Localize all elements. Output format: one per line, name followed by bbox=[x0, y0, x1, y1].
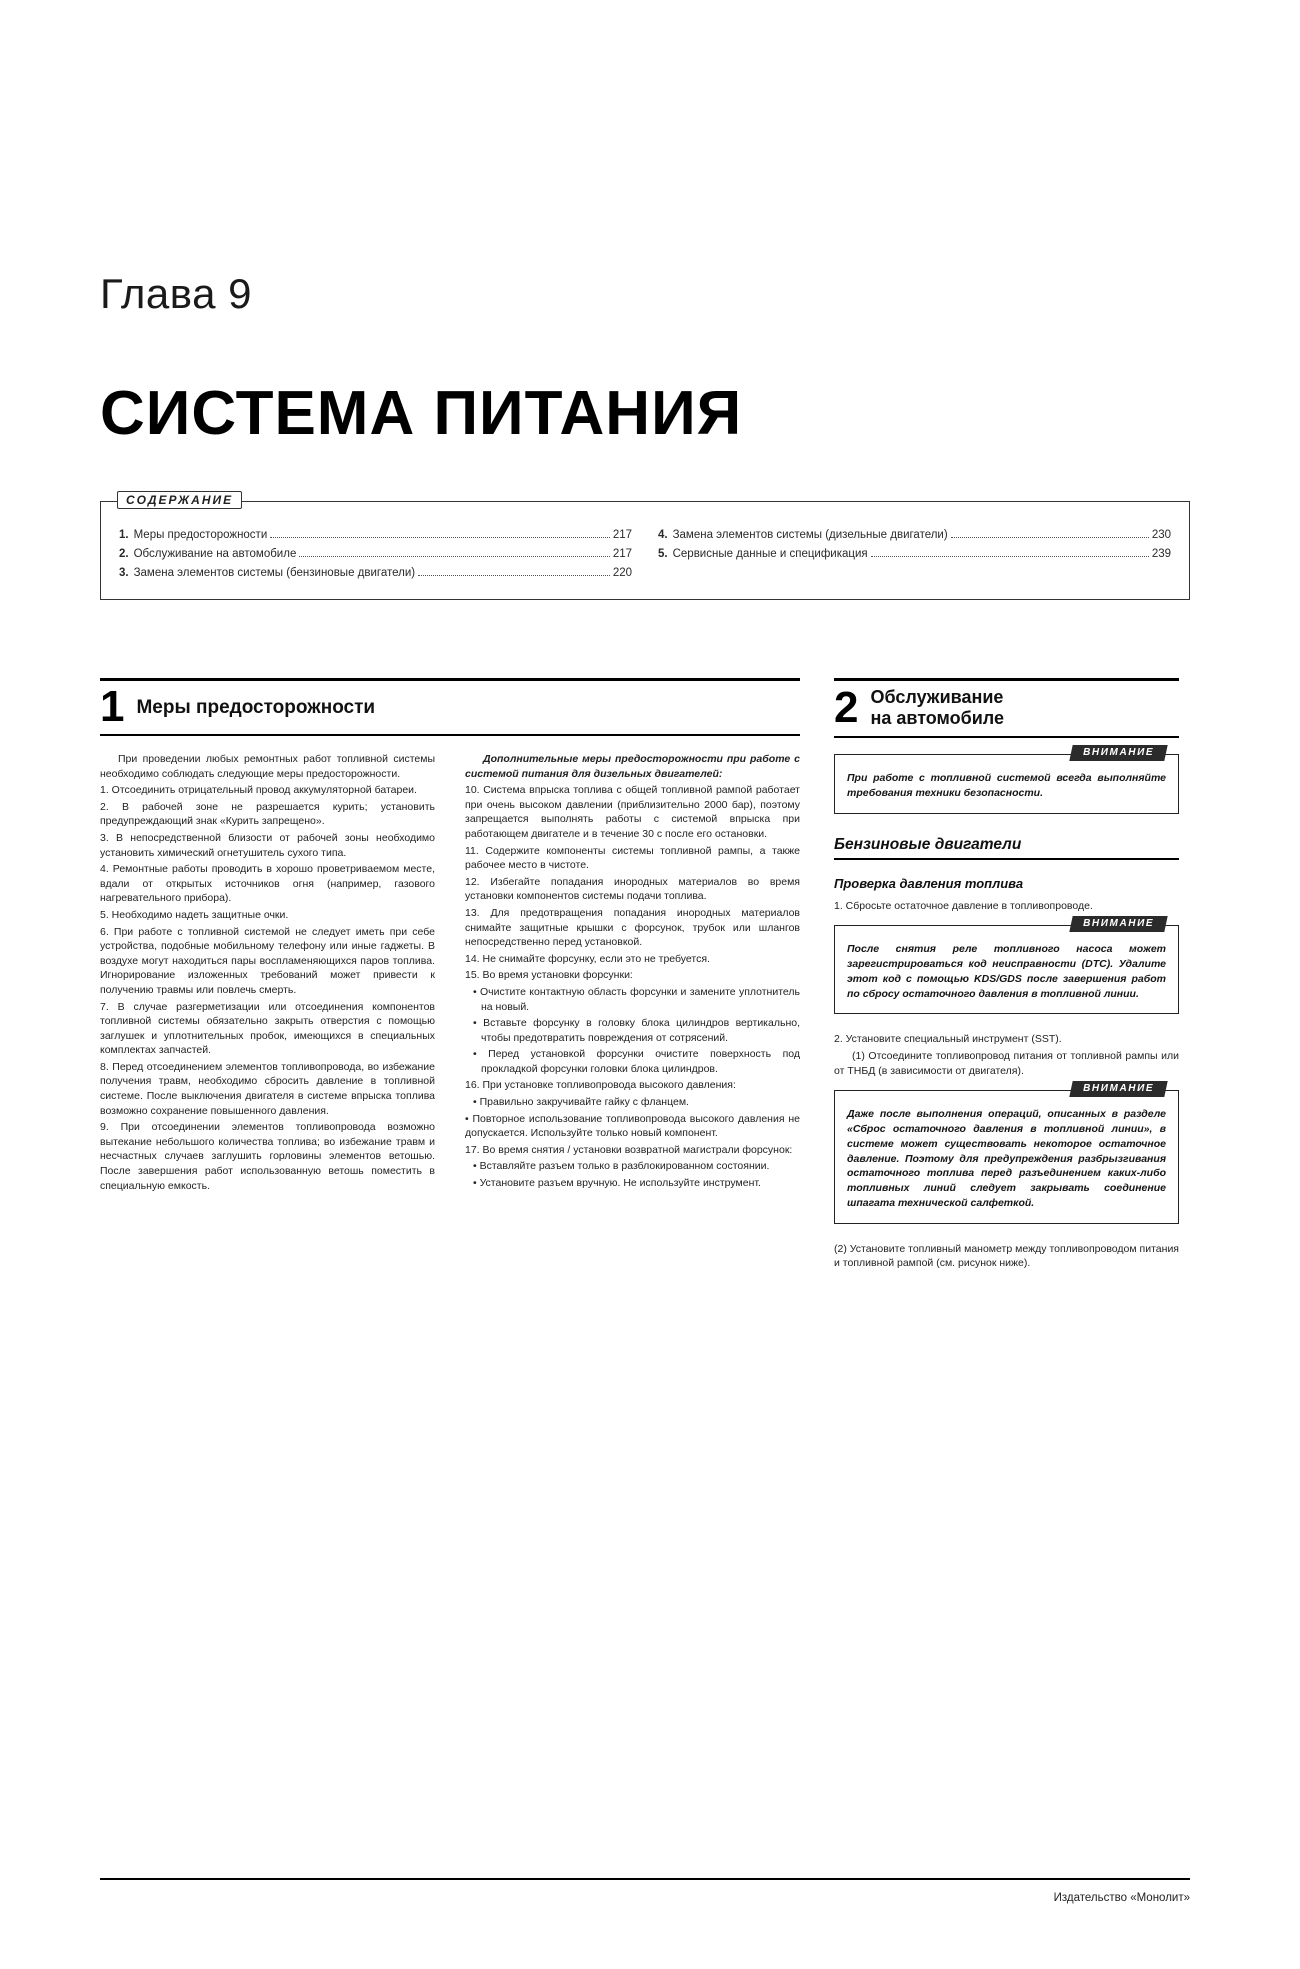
chapter-label: Глава 9 bbox=[100, 270, 252, 317]
toc-item-label: Обслуживание на автомобиле bbox=[133, 548, 297, 560]
warning-box bbox=[834, 747, 1179, 814]
toc-caption: СОДЕРЖАНИЕ bbox=[117, 491, 242, 509]
warning-box bbox=[834, 918, 1179, 1014]
page-title: СИСТЕМА ПИТАНИЯ bbox=[100, 379, 743, 448]
paragraph: 1. Отсоединить отрицательный провод аккумуляторной батареи. bbox=[100, 784, 417, 797]
paragraph: 2. Установите специальный инструмент (SST). bbox=[834, 1033, 1062, 1046]
paragraph: (1) Отсоедините топливопровод питания от топливной рампы или от THБД (в зависимости от двигателя). bbox=[834, 1049, 1179, 1077]
toc-leader bbox=[951, 529, 1149, 538]
paragraph: • Повторное использование топливопровода высокого давления не допускается. Используйте только новый компонент. bbox=[465, 1112, 800, 1140]
paragraph: 15. Во время установки форсунки: bbox=[465, 969, 633, 982]
toc-item-number: 2. bbox=[119, 548, 129, 560]
section-2-title bbox=[870, 687, 1004, 729]
section-2-header bbox=[834, 678, 1179, 738]
paragraph: 4. Ремонтные работы проводить в хорошо проветриваемом месте, вдали от открытых источников огня (например, газового нагревательного прибора). bbox=[100, 863, 435, 905]
toc-column-right bbox=[658, 526, 1171, 583]
toc-column-left bbox=[119, 526, 632, 583]
toc-leader bbox=[418, 567, 610, 576]
toc-item[interactable] bbox=[119, 545, 632, 564]
subsection-petrol-engines: Бензиновые двигатели bbox=[834, 836, 1179, 860]
list-item: • Перед установкой форсунки очистите поверхность под прокладкой форсунки головки блока цилиндров. bbox=[473, 1048, 800, 1075]
section-1-title: Меры предосторожности bbox=[136, 696, 376, 718]
warning-box bbox=[834, 1083, 1179, 1224]
paragraph: 16. При установке топливопровода высокого давления: bbox=[465, 1079, 736, 1092]
section-1 bbox=[100, 678, 800, 1273]
paragraph: 10. Система впрыска топлива с общей топливной рампой работает при очень высоком давлении (приблизительно 2000 бар), поэтому запрещается выполнять работы с системой впрыска при работающем двигателе и в течение 30 с после его остановки. bbox=[465, 784, 800, 840]
toc-leader bbox=[299, 548, 609, 557]
toc-item-page: 217 bbox=[612, 548, 632, 560]
warning-badge-label: ВНИМАНИЕ bbox=[1083, 747, 1155, 758]
toc-item-number: 3. bbox=[119, 567, 129, 579]
paragraph: 13. Для предотвращения попадания инородных материалов снимайте защитные крышки с форсунок, трубок или шлангов непосредственно перед установкой. bbox=[465, 906, 800, 949]
paragraph: 11. Содержите компоненты системы топливной рампы, а также рабочее место в чистоте. bbox=[465, 844, 800, 872]
toc-item-number: 4. bbox=[658, 529, 668, 541]
toc-item-page: 217 bbox=[612, 529, 632, 541]
toc-item-label: Меры предосторожности bbox=[133, 529, 268, 541]
paragraph: 3. В непосредственной близости от рабочей зоны необходимо установить химический огнетушитель сухого типа. bbox=[100, 831, 435, 859]
paragraph-heading: Дополнительные меры предосторожности при работе с системой питания для дизельных двигателей: bbox=[465, 753, 800, 780]
list-item: • Установите разъем вручную. Не используйте инструмент. bbox=[473, 1177, 761, 1190]
toc-item-page: 220 bbox=[612, 567, 632, 579]
page-footer bbox=[100, 1878, 1190, 1906]
paragraph: 7. В случае разгерметизации или отсоединения компонентов топливной системы обязательно закрыть отверстия с помощью заглушек и уплотнительных пробок, имеющихся в специальных комплектах запчастей. bbox=[100, 1000, 435, 1057]
paragraph: 5. Необходимо надеть защитные очки. bbox=[100, 908, 289, 921]
warning-badge-label: ВНИМАНИЕ bbox=[1083, 1083, 1155, 1095]
toc-item-number: 5. bbox=[658, 548, 668, 560]
warning-text: При работе с топливной системой всегда выполняйте требования техники безопасности. bbox=[847, 772, 1166, 799]
section-2-title-line2: на автомобиле bbox=[870, 708, 1005, 728]
paragraph: 8. Перед отсоединением элементов топливопровода, во избежание получения травм, необходимо сбросить давление в топливной системе. После выключения двигателя в системе впрыска топлива возможно сохранение повышенного давления. bbox=[100, 1060, 435, 1117]
body-area bbox=[100, 678, 1190, 1273]
publisher-name: Издательство «Монолит» bbox=[1053, 1892, 1190, 1904]
paragraph: 17. Во время снятия / установки возвратной магистрали форсунок: bbox=[465, 1143, 793, 1156]
paragraph: 9. При отсоединении элементов топливопровода возможно вытекание небольшого количества топлива; во избежание травм и несчастных случаев заглушить горловины элементов ветошью. После завершения работ использованную ветошь поместить в специальную емкость. bbox=[100, 1121, 435, 1192]
section-2-number: 2 bbox=[834, 683, 859, 732]
warning-badge bbox=[1069, 916, 1167, 932]
paragraph: 1. Сбросьте остаточное давление в топливопроводе. bbox=[834, 899, 1093, 912]
section-1-number: 1 bbox=[100, 682, 125, 731]
paragraph: 14. Не снимайте форсунку, если это не требуется. bbox=[465, 952, 710, 965]
list-item: • Вставьте форсунку в головку блока цилиндров вертикально, чтобы предотвратить повреждения от сотрясений. bbox=[473, 1017, 800, 1044]
warning-text: Даже после выполнения операций, описанных в разделе «Сброс остаточного давления в топливной линии», в системе может существовать некоторое остаточное давление. Поэтому для предупреждения разбрызгивания остаточного топлива перед разъединением каких-либо топливных линий следует закрывать соединение шпагата технической салфеткой. bbox=[847, 1108, 1166, 1209]
toc-item-label: Замена элементов системы (дизельные двигатели) bbox=[672, 529, 948, 541]
paragraph: 12. Избегайте попадания инородных материалов во время установки компонентов системы подачи топлива. bbox=[465, 875, 800, 903]
table-of-contents bbox=[100, 493, 1190, 600]
warning-badge bbox=[1069, 1081, 1167, 1097]
toc-leader bbox=[871, 548, 1149, 557]
warning-text: После снятия реле топливного насоса может зарегистрироваться код неисправности (DTC). Удалите этот код с помощью KDS/GDS после завершения работ по сбросу остаточного давления в топливной линии. bbox=[847, 943, 1166, 1000]
list-item: • Очистите контактную область форсунки и замените уплотнитель на новый. bbox=[473, 985, 800, 1013]
warning-badge-label: ВНИМАНИЕ bbox=[1083, 918, 1155, 930]
paragraph: 2. В рабочей зоне не разрешается курить; установить предупреждающий знак «Курить запрещено». bbox=[100, 800, 435, 828]
subsection-fuel-pressure-check: Проверка давления топлива bbox=[834, 875, 1024, 891]
list-item: • Правильно закручивайте гайку с фланцем. bbox=[473, 1096, 689, 1109]
section-1-header bbox=[100, 678, 800, 736]
toc-leader bbox=[270, 529, 610, 538]
section-1-column-1 bbox=[100, 752, 435, 1195]
section-2 bbox=[834, 678, 1179, 1273]
toc-item-page: 230 bbox=[1151, 529, 1171, 541]
toc-item[interactable] bbox=[658, 526, 1171, 545]
paragraph: При проведении любых ремонтных работ топливной системы необходимо соблюдать следующие меры предосторожности. bbox=[100, 753, 435, 780]
toc-item-label: Сервисные данные и спецификация bbox=[672, 548, 868, 560]
toc-item[interactable] bbox=[658, 545, 1171, 564]
toc-item[interactable] bbox=[119, 526, 632, 545]
section-2-title-line1: Обслуживание bbox=[870, 687, 1004, 707]
paragraph: (2) Установите топливный манометр между топливопроводом питания и топливной рампой (см. рисунок ниже). bbox=[834, 1242, 1179, 1270]
page-content bbox=[100, 270, 1190, 1273]
toc-item[interactable] bbox=[119, 564, 632, 583]
list-item: • Вставляйте разъем только в разблокированном состоянии. bbox=[473, 1160, 770, 1173]
toc-item-number: 1. bbox=[119, 529, 129, 541]
toc-item-label: Замена элементов системы (бензиновые двигатели) bbox=[133, 567, 416, 579]
toc-item-page: 239 bbox=[1151, 548, 1171, 560]
section-1-column-2 bbox=[465, 752, 800, 1195]
warning-badge bbox=[1069, 745, 1167, 761]
paragraph: 6. При работе с топливной системой не следует иметь при себе устройства, подобные мобильному телефону или иные гаджеты. В воздухе могут находиться пары воспламеняющихся паров топлива. Игнорирование изложенных требований может привести к получению травмы или повлечь смерть. bbox=[100, 925, 435, 996]
